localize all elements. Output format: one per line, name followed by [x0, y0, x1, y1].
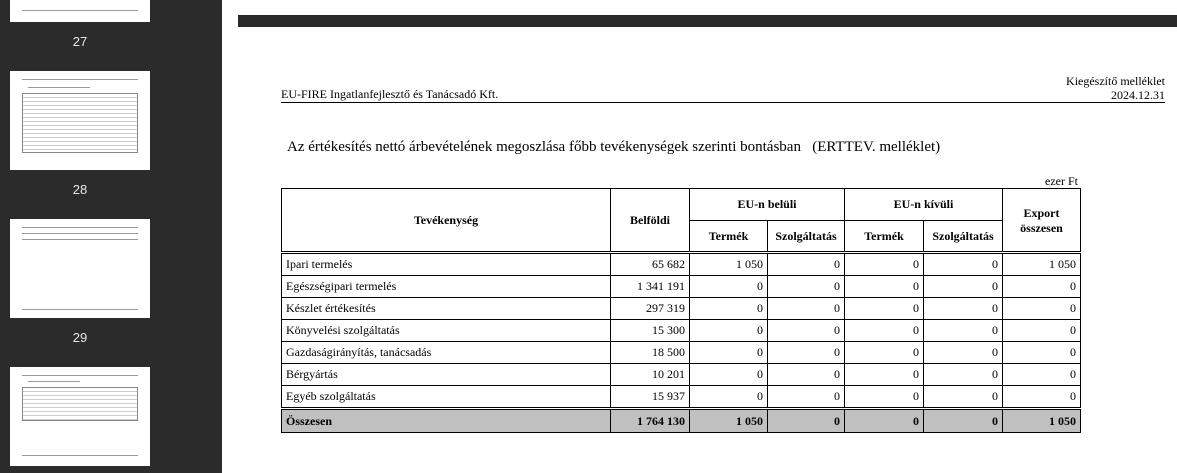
table-row — [282, 253, 1081, 276]
document-page — [238, 0, 1177, 473]
cell-export-total: 0 — [1003, 386, 1081, 409]
cell-activity: Egészségipari termelés — [282, 276, 611, 298]
previous-page-edge — [238, 15, 1177, 27]
cell-eu-in-product: 0 — [690, 320, 768, 342]
cell-eu-out-service: 0 — [924, 253, 1003, 276]
sidebar-separator — [222, 0, 239, 473]
cell-export-total: 0 — [1003, 342, 1081, 364]
cell-eu-in-service: 0 — [768, 298, 845, 320]
table-row — [282, 276, 1081, 298]
table-row — [282, 298, 1081, 320]
revenue-table — [281, 188, 1081, 433]
col-header-activity: Tevékenység — [282, 189, 611, 253]
col-header-eu-in: EU-n belüli — [690, 189, 845, 221]
cell-eu-in-product: 0 — [690, 342, 768, 364]
cell-eu-out-service: 0 — [924, 342, 1003, 364]
cell-total-eu-out-service: 0 — [924, 409, 1003, 433]
cell-domestic: 297 319 — [611, 298, 690, 320]
col-header-export-total: összesen — [1003, 221, 1081, 253]
cell-activity: Készlet értékesítés — [282, 298, 611, 320]
cell-domestic: 1 341 191 — [611, 276, 690, 298]
col-header-export: Export — [1003, 189, 1081, 221]
cell-export-total: 0 — [1003, 364, 1081, 386]
cell-domestic: 18 500 — [611, 342, 690, 364]
cell-eu-out-product: 0 — [845, 364, 924, 386]
table-row — [282, 386, 1081, 409]
cell-eu-in-service: 0 — [768, 253, 845, 276]
cell-export-total: 0 — [1003, 298, 1081, 320]
table-row — [282, 342, 1081, 364]
cell-eu-out-product: 0 — [845, 298, 924, 320]
cell-eu-out-product: 0 — [845, 276, 924, 298]
cell-eu-in-product: 0 — [690, 298, 768, 320]
col-header-service: Szolgáltatás — [768, 221, 845, 253]
cell-eu-in-service: 0 — [768, 342, 845, 364]
col-header-service: Szolgáltatás — [924, 221, 1003, 253]
cell-total-eu-in-product: 1 050 — [690, 409, 768, 433]
header-doc-type: Kiegészítő melléklet — [1066, 74, 1165, 88]
page-thumbnail-28[interactable] — [10, 219, 150, 318]
cell-eu-out-product: 0 — [845, 253, 924, 276]
header-date: 2024.12.31 — [1111, 88, 1165, 102]
cell-eu-out-product: 0 — [845, 320, 924, 342]
header-right — [1066, 74, 1165, 102]
page-thumbnail-26[interactable] — [10, 0, 150, 22]
table-title: Az értékesítés nettó árbevételének megoszlása főbb tevékenységek szerinti bontásban (ERTTEV. melléklet) — [287, 139, 941, 155]
cell-eu-in-product: 0 — [690, 386, 768, 409]
page-number-label: 29 — [72, 330, 88, 345]
cell-eu-out-service: 0 — [924, 276, 1003, 298]
cell-total-eu-out-product: 0 — [845, 409, 924, 433]
cell-activity: Ipari termelés — [282, 253, 611, 276]
cell-eu-in-service: 0 — [768, 364, 845, 386]
col-header-product: Termék — [845, 221, 924, 253]
col-header-product: Termék — [690, 221, 768, 253]
cell-export-total: 0 — [1003, 276, 1081, 298]
cell-total-eu-in-service: 0 — [768, 409, 845, 433]
col-header-domestic: Belföldi — [611, 189, 690, 253]
cell-domestic: 65 682 — [611, 253, 690, 276]
cell-total-domestic: 1 764 130 — [611, 409, 690, 433]
table-row — [282, 320, 1081, 342]
cell-domestic: 10 201 — [611, 364, 690, 386]
cell-eu-in-service: 0 — [768, 386, 845, 409]
cell-activity: Gazdaságirányítás, tanácsadás — [282, 342, 611, 364]
col-header-eu-out: EU-n kívüli — [845, 189, 1003, 221]
cell-eu-in-product: 1 050 — [690, 253, 768, 276]
cell-eu-in-service: 0 — [768, 276, 845, 298]
cell-activity: Egyéb szolgáltatás — [282, 386, 611, 409]
cell-eu-out-service: 0 — [924, 386, 1003, 409]
page-thumbnail-27[interactable] — [10, 71, 150, 170]
cell-domestic: 15 937 — [611, 386, 690, 409]
cell-export-total: 0 — [1003, 320, 1081, 342]
cell-export-total: 1 050 — [1003, 253, 1081, 276]
cell-eu-in-product: 0 — [690, 276, 768, 298]
header-rule — [281, 102, 1165, 103]
cell-eu-in-product: 0 — [690, 364, 768, 386]
cell-eu-out-product: 0 — [845, 342, 924, 364]
table-row — [282, 364, 1081, 386]
page-thumbnail-sidebar — [0, 0, 222, 473]
cell-eu-out-product: 0 — [845, 386, 924, 409]
cell-eu-out-service: 0 — [924, 364, 1003, 386]
cell-eu-out-service: 0 — [924, 298, 1003, 320]
company-name: EU-FIRE Ingatlanfejlesztő és Tanácsadó Kft. — [281, 87, 499, 101]
cell-eu-in-service: 0 — [768, 320, 845, 342]
page-number-label: 28 — [72, 182, 88, 197]
cell-total-label: Összesen — [282, 409, 611, 433]
cell-activity: Könyvelési szolgáltatás — [282, 320, 611, 342]
unit-label: ezer Ft — [1045, 174, 1078, 188]
cell-eu-out-service: 0 — [924, 320, 1003, 342]
cell-domestic: 15 300 — [611, 320, 690, 342]
cell-activity: Bérgyártás — [282, 364, 611, 386]
page-thumbnail-29[interactable] — [10, 367, 150, 466]
total-row — [282, 409, 1081, 433]
page-number-label: 27 — [72, 34, 88, 49]
cell-total-export: 1 050 — [1003, 409, 1081, 433]
